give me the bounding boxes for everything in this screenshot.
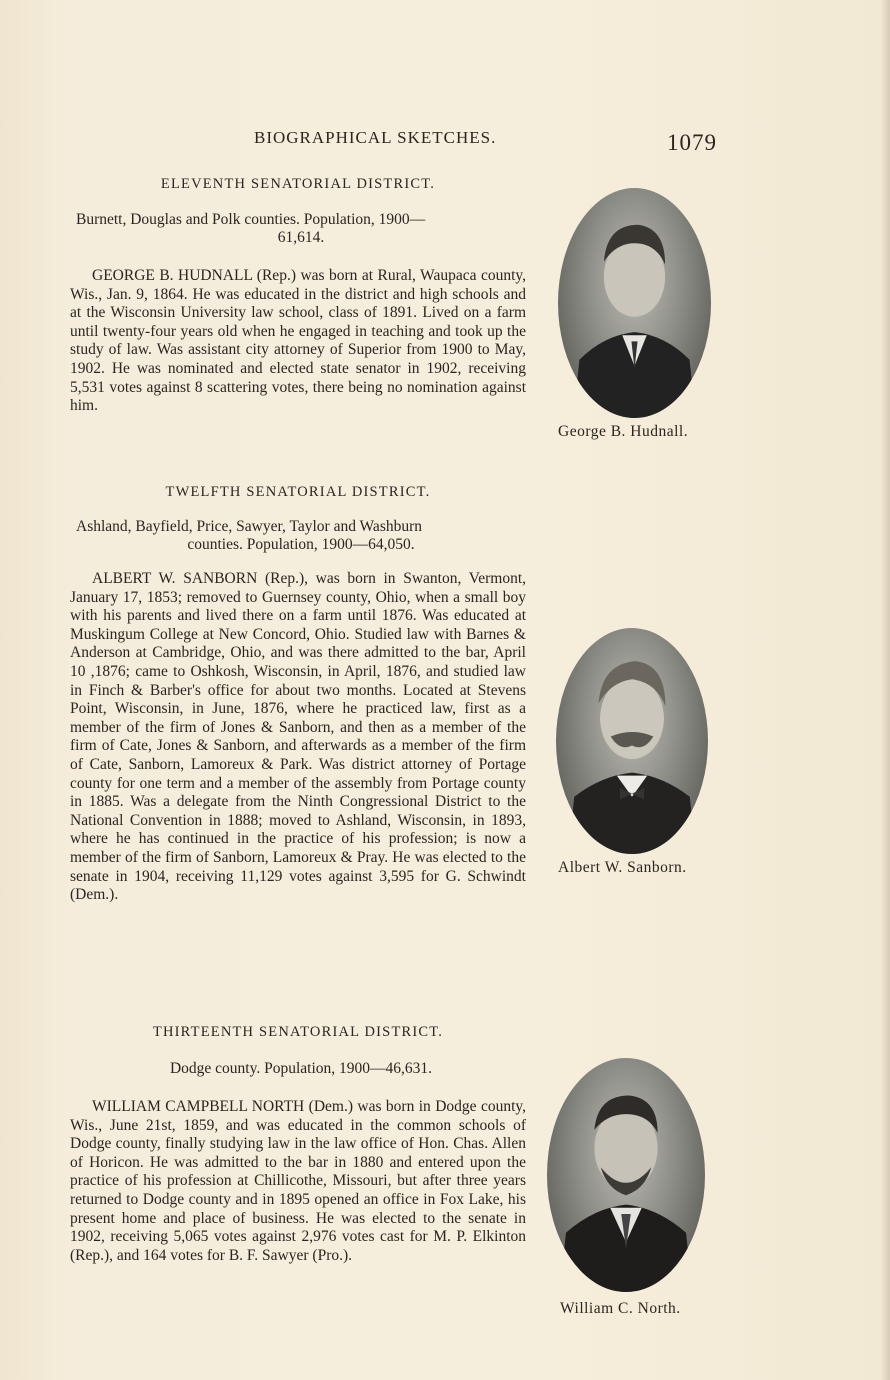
district-counties	[70, 211, 526, 247]
portrait-caption: William C. North.	[560, 1300, 681, 1317]
portrait-north	[547, 1058, 705, 1292]
counties-line-2: 61,614.	[277, 229, 325, 246]
counties-line-2: counties. Population, 1900—64,050.	[187, 536, 415, 553]
page-number: 1079	[667, 130, 717, 155]
district-heading: TWELFTH SENATORIAL DISTRICT.	[165, 484, 431, 500]
counties-line-1: Dodge county. Population, 1900—46,631.	[169, 1060, 433, 1077]
biography-paragraph: GEORGE B. HUDNALL (Rep.) was born at Rural, Waupaca county, Wis., Jan. 9, 1864. He was educated in the district and high schools and at the Wisconsin University law school, class of 1891. Lived on a farm until twenty-four years old when he engaged in teaching and took up the study of law. Was assistant city attorney of Superior from 1900 to May, 1902. He was nominated and elected state senator in 1902, receiving 5,531 votes against 8 scattering votes, there being no nomination against him.	[70, 267, 526, 415]
portrait-caption: Albert W. Sanborn.	[558, 859, 687, 876]
section-twelfth-district	[70, 484, 526, 905]
section-thirteenth-district	[70, 1024, 526, 1265]
section-eleventh-district	[70, 176, 526, 416]
district-heading: THIRTEENTH SENATORIAL DISTRICT.	[152, 1024, 444, 1040]
portrait-figure-icon	[547, 1058, 705, 1292]
portrait-sanborn	[556, 628, 708, 854]
running-head: BIOGRAPHICAL SKETCHES.	[254, 128, 497, 147]
biography-paragraph: ALBERT W. SANBORN (Rep.), was born in Swanton, Vermont, January 17, 1853; removed to Guernsey county, Ohio, when a small boy with his parents and lived there on a farm until 1876. Was educated at Muskingum College at New Concord, Ohio. Studied law with Barnes & Anderson at Cambridge, Ohio, and was there admitted to the bar, April 10 ,1876; came to Oshkosh, Wisconsin, in April, 1876, and studied law in Finch & Barber's office for about two months. Located at Stevens Point, Wisconsin, in June, 1876, where he practiced law, first as a member of the firm of Jones & Sanborn, and then as a member of the firm of Cate, Jones & Sanborn, and afterwards as a member of the firm of Cate, Sanborn, Lamoreux & Park. Was district attorney of Portage county for one term and a member of the assembly from Portage county in 1885. Was a delegate from the Ninth Congressional District to the National Convention in 1888; moved to Ashland, Wisconsin, in 1893, where he has continued in the practice of his profession; is now a member of the firm of Sanborn, Lamoreux & Pray. He was elected to the senate in 1904, receiving 11,129 votes against 3,595 for G. Schwindt (Dem.).	[70, 570, 526, 904]
counties-line-1: Ashland, Bayfield, Price, Sawyer, Taylor and Washburn	[76, 518, 423, 535]
portrait-figure-icon	[558, 188, 711, 418]
biography-paragraph: WILLIAM CAMPBELL NORTH (Dem.) was born in Dodge county, Wis., June 21st, 1859, and was educated in the common schools of Dodge county, finally studying law in the law office of Hon. Chas. Allen of Horicon. He was admitted to the bar in 1880 and entered upon the practice of his profession at Chillicothe, Missouri, but after three years returned to Dodge county and in 1895 opened an office in Fox Lake, his present home and place of business. He was elected to the senate in 1902, receiving 5,065 votes against 2,976 votes cast for M. P. Elkinton (Rep.), and 164 votes for B. F. Sawyer (Pro.).	[70, 1098, 526, 1264]
portrait-hudnall	[558, 188, 711, 418]
district-counties	[70, 1060, 526, 1078]
district-counties	[70, 518, 526, 554]
portrait-figure-icon	[556, 628, 708, 854]
district-heading: ELEVENTH SENATORIAL DISTRICT.	[160, 176, 436, 192]
counties-line-1: Burnett, Douglas and Polk counties. Population, 1900—	[76, 211, 426, 228]
portrait-caption: George B. Hudnall.	[558, 423, 689, 440]
